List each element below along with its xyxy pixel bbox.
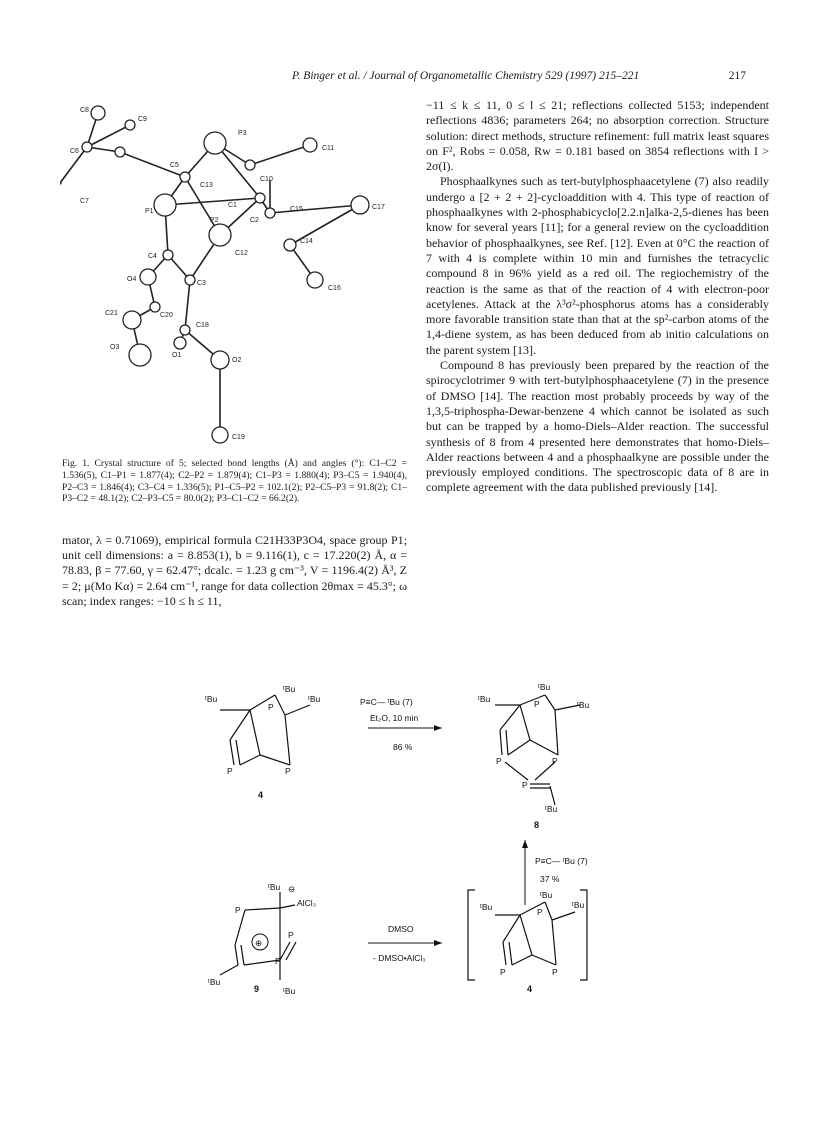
atom-label: O1 bbox=[172, 352, 182, 359]
tbu-label: ᵗBu bbox=[545, 804, 558, 814]
compound-number: 4 bbox=[258, 790, 264, 800]
reagent-label: P≡C— ᵗBu (7) bbox=[535, 856, 588, 866]
atom-label: O3 bbox=[110, 344, 120, 351]
tbu-label: ᵗBu bbox=[538, 682, 551, 692]
atom-label: C19 bbox=[232, 434, 245, 441]
atom-label: C6 bbox=[70, 148, 79, 155]
crystal-structure-figure bbox=[60, 95, 410, 455]
atom-label: O4 bbox=[127, 276, 137, 283]
atom-label: C13 bbox=[200, 182, 213, 189]
phosphorus-label: P bbox=[534, 699, 540, 709]
tbu-label: ᵗBu bbox=[268, 882, 281, 892]
atom-label: C10 bbox=[260, 176, 273, 183]
phosphorus-label: P bbox=[552, 756, 558, 766]
reaction-scheme bbox=[190, 680, 650, 1080]
atom-label: C16 bbox=[328, 285, 341, 292]
atom-label: C4 bbox=[148, 253, 157, 260]
running-header bbox=[60, 70, 756, 88]
arrowhead-icon bbox=[434, 940, 442, 946]
negative-charge: ⊖ bbox=[288, 884, 296, 894]
atom-label: O2 bbox=[232, 357, 242, 364]
compound-4-structure bbox=[220, 695, 310, 765]
phosphorus-label: P bbox=[275, 956, 281, 966]
conditions-label: Et₂O, 10 min bbox=[370, 713, 419, 723]
tbu-label: ᵗBu bbox=[283, 986, 296, 996]
alcl3-label: AlCl₃ bbox=[297, 898, 317, 908]
tbu-label: ᵗBu bbox=[577, 700, 590, 710]
tbu-label: ᵗBu bbox=[205, 694, 218, 704]
atom-label: C3 bbox=[197, 280, 206, 287]
phosphorus-label: P bbox=[285, 766, 291, 776]
byproduct-label: - DMSO•AlCl₃ bbox=[373, 953, 426, 963]
compound-9-structure bbox=[220, 892, 296, 980]
phosphorus-label: P bbox=[552, 967, 558, 977]
page-number: 217 bbox=[728, 70, 746, 82]
atom-label: P1 bbox=[145, 208, 154, 215]
tbu-label: ᵗBu bbox=[478, 694, 491, 704]
paragraph: Phosphaalkynes such as tert-butylphosphaacetylene (7) also readily undergo a [2 + 2 + 2]-cycloaddition with 4. This type of reaction of phosphaalkynes with 2-phosphabicyclo[2.2.n]alka-2,5-dienes has been know for several years [11]; for a general review on the cycloaddition behavior of phosphaalkynes, see Ref. [12]. Even at 0°C the reaction of 7 with 4 is complete within 10 min and furnishes the tetracyclic compound 8 in 96% yield as a red oil. The regiochemistry of the reaction is the same as that of the reaction of 4 with electron-poor acetylenes. Attack at the λ³σ²-phosphorus atoms has a considerably more favorable transition state than that at the sp²-carbon atoms of the 1,4-diene system, as has been deduced from ab initio calculations on the parent system [13]. bbox=[426, 174, 769, 357]
yield-label: 86 % bbox=[393, 742, 413, 752]
compound-4-bracketed-structure bbox=[495, 902, 575, 965]
tbu-label: ᵗBu bbox=[308, 694, 321, 704]
atom-label: C5 bbox=[170, 162, 179, 169]
right-column bbox=[426, 98, 769, 496]
phosphorus-label: P bbox=[496, 756, 502, 766]
atom-label: P2 bbox=[210, 217, 219, 224]
phosphorus-label: P bbox=[235, 905, 241, 915]
atom-label: C1 bbox=[228, 202, 237, 209]
tbu-label: ᵗBu bbox=[572, 900, 585, 910]
arrowhead-icon bbox=[522, 840, 528, 848]
compound-8-structure bbox=[495, 695, 580, 805]
phosphorus-label: P bbox=[537, 907, 543, 917]
arrowhead-icon bbox=[434, 725, 442, 731]
phosphorus-label: P bbox=[288, 930, 294, 940]
paragraph: Compound 8 has previously been prepared by the reaction of the spirocyclotrimer 9 with tert-butylphosphaacetylene (7) in the presence of DMSO [14]. The reaction most probably proceeds by way of the 1,3,5-triphospha-Dewar-benzene 4 which cannot be isolated as such but can be trapped by a homo-Diels–Alder reaction. The successful synthesis of 8 from 4 presented here demonstrates that homo-Diels–Alder reactions between 4 and a phosphaalkyne are possible under the previously employed conditions. The spectroscopic data of 8 are in complete agreement with the data published previously [14]. bbox=[426, 358, 769, 495]
atom-label: C21 bbox=[105, 310, 118, 317]
atom-label: C14 bbox=[300, 238, 313, 245]
atom-label: C9 bbox=[138, 116, 147, 123]
paragraph: −11 ≤ k ≤ 11, 0 ≤ l ≤ 21; reflections collected 5153; independent reflections 4836; parameters 264; no absorption correction. Structure solution: direct methods, structure refinement: full matrix least squares on F², Robs = 0.058, Rw = 0.181 based on 3854 reflections with I > 2σ(I). bbox=[426, 98, 769, 174]
compound-number: 8 bbox=[534, 820, 540, 830]
reagent-label: P≡C— ᵗBu (7) bbox=[360, 697, 413, 707]
tbu-label: ᵗBu bbox=[480, 902, 493, 912]
phosphorus-label: P bbox=[227, 766, 233, 776]
atom-label: C17 bbox=[372, 204, 385, 211]
atom-label: C15 bbox=[290, 206, 303, 213]
figure-caption: Fig. 1. Crystal structure of 5; selected bond lengths (Å) and angles (°): C1–C2 = 1.536(5), C1–P1 = 1.877(4); C2–P2 = 1.879(4); C1–P3 = 1.880(4); P3–C5 = 1.940(4), P2–C3 = 1.846(4); C3–C4 = 1.336(5); P1–C5–P2 = 102.1(2); P2–C5–P3 = 91.8(2); C1–P3–C2 = 48.1(2); C2–P3–C5 = 80.0(2); P3–C1–C2 = 66.2(2). bbox=[62, 458, 407, 505]
phosphorus-label: P bbox=[500, 967, 506, 977]
atom-label: C8 bbox=[80, 107, 89, 114]
phosphorus-label: P bbox=[268, 702, 274, 712]
reagent-label: DMSO bbox=[388, 924, 414, 934]
journal-title: P. Binger et al. / Journal of Organometallic Chemistry 529 (1997) 215–221 bbox=[292, 70, 640, 82]
atom-label: P3 bbox=[238, 130, 247, 137]
tbu-label: ᵗBu bbox=[208, 977, 221, 987]
compound-number: 4 bbox=[527, 984, 533, 994]
atom-label: C12 bbox=[235, 250, 248, 257]
left-column-text: mator, λ = 0.71069), empirical formula C21H33P3O4, space group P1; unit cell dimensions: a = 8.853(1), b = 9.116(1), c = 17.220(2) Å, α = 78.83, β = 77.60, γ = 62.47°; dcalc. = 1.23 g cm⁻³, V = 1196.4(2) Å³, Z = 2; μ(Mo Kα) = 2.64 cm⁻¹, range for data collection 2θmax = 45.3°; ω scan; index ranges: −10 ≤ h ≤ 11, bbox=[62, 533, 407, 608]
atom-label: C18 bbox=[196, 322, 209, 329]
tbu-label: ᵗBu bbox=[540, 890, 553, 900]
atom-label: C2 bbox=[250, 217, 259, 224]
atom-label: C20 bbox=[160, 312, 173, 319]
positive-charge: ⊕ bbox=[255, 938, 263, 948]
phosphorus-label: P bbox=[522, 780, 528, 790]
bracket-left bbox=[468, 890, 475, 980]
atom-label: C7 bbox=[80, 198, 89, 205]
yield-label: 37 % bbox=[540, 874, 560, 884]
tbu-label: ᵗBu bbox=[283, 684, 296, 694]
compound-number: 9 bbox=[254, 984, 260, 994]
atom-label: C11 bbox=[322, 145, 335, 152]
